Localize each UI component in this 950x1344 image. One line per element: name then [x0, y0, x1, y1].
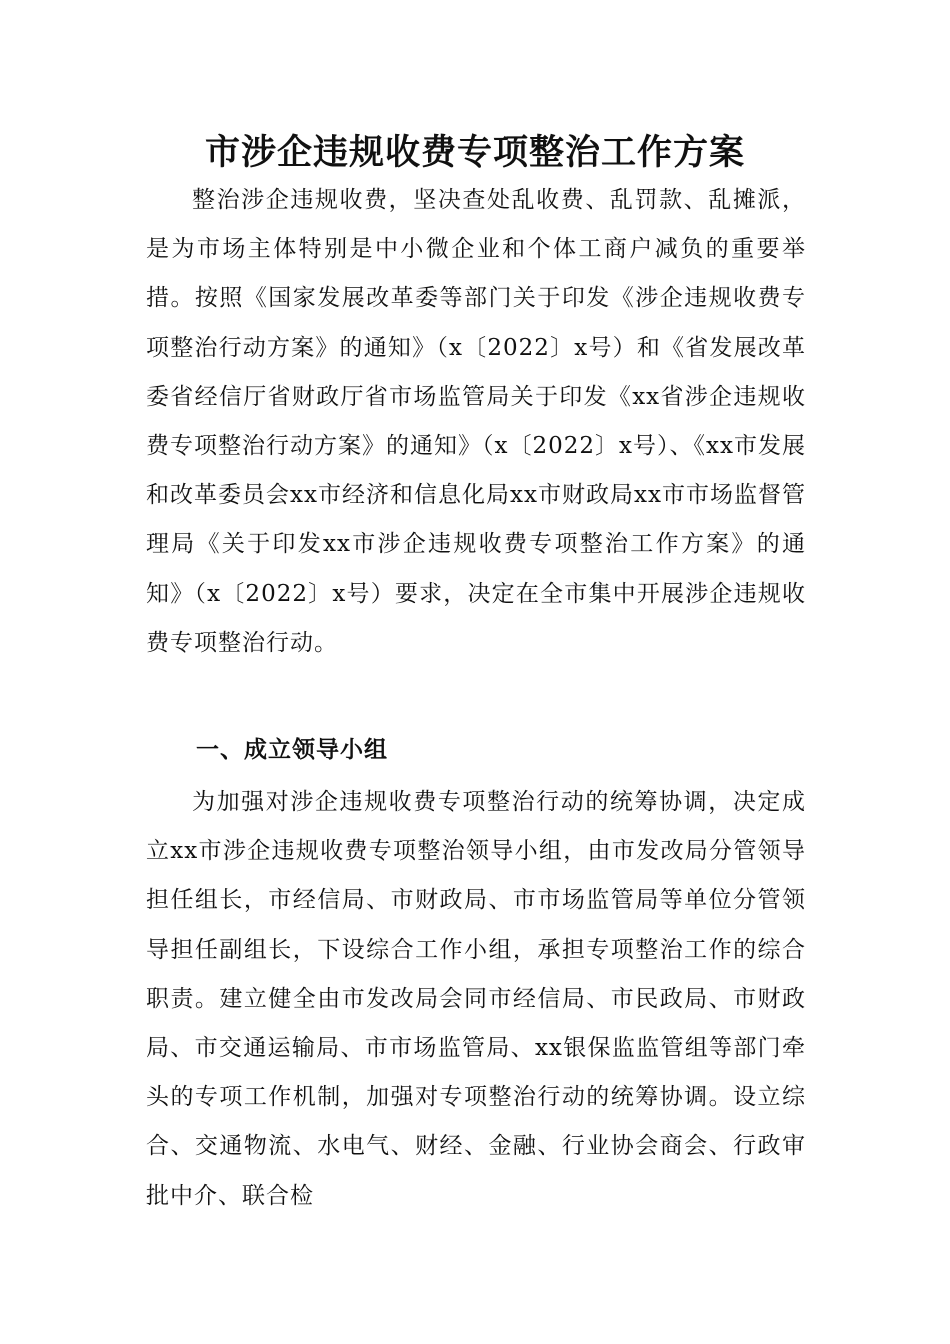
- intro-paragraph: 整治涉企违规收费，坚决查处乱收费、乱罚款、乱摊派，是为市场主体特别是中小微企业和个体工商户减负的重要举措。按照《国家发展改革委等部门关于印发《涉企违规收费专项整治行动方案》的通知》（x〔2022〕x号）和《省发展改革委省经信厅省财政厅省市场监管局关于印发《xx省涉企违规收费专项整治行动方案》的通知》（x〔2022〕x号）、《xx市发展和改革委员会xx市经济和信息化局xx市财政局xx市市场监督管理局《关于印发xx市涉企违规收费专项整治工作方案》的通知》（x〔2022〕x号）要求，决定在全市集中开展涉企违规收费专项整治行动。: [146, 187, 806, 656]
- section-paragraph-leadership-group: 为加强对涉企违规收费专项整治行动的统筹协调，决定成立xx市涉企违规收费专项整治领导小组，由市发改局分管领导担任组长，市经信局、市财政局、市市场监管局等单位分管领导担任副组长，下设综合工作小组，承担专项整治工作的综合职责。建立健全由市发改局会同市经信局、市民政局、市财政局、市交通运输局、市市场监管局、xx银保监监管组等部门牵头的专项工作机制，加强对专项整治行动的统筹协调。设立综合、交通物流、水电气、财经、金融、行业协会商会、行政审批中介、联合检: [146, 789, 806, 1209]
- document-title: 市涉企违规收费专项整治工作方案: [204, 133, 745, 173]
- section-heading-leadership-group: 一、成立领导小组: [196, 737, 388, 763]
